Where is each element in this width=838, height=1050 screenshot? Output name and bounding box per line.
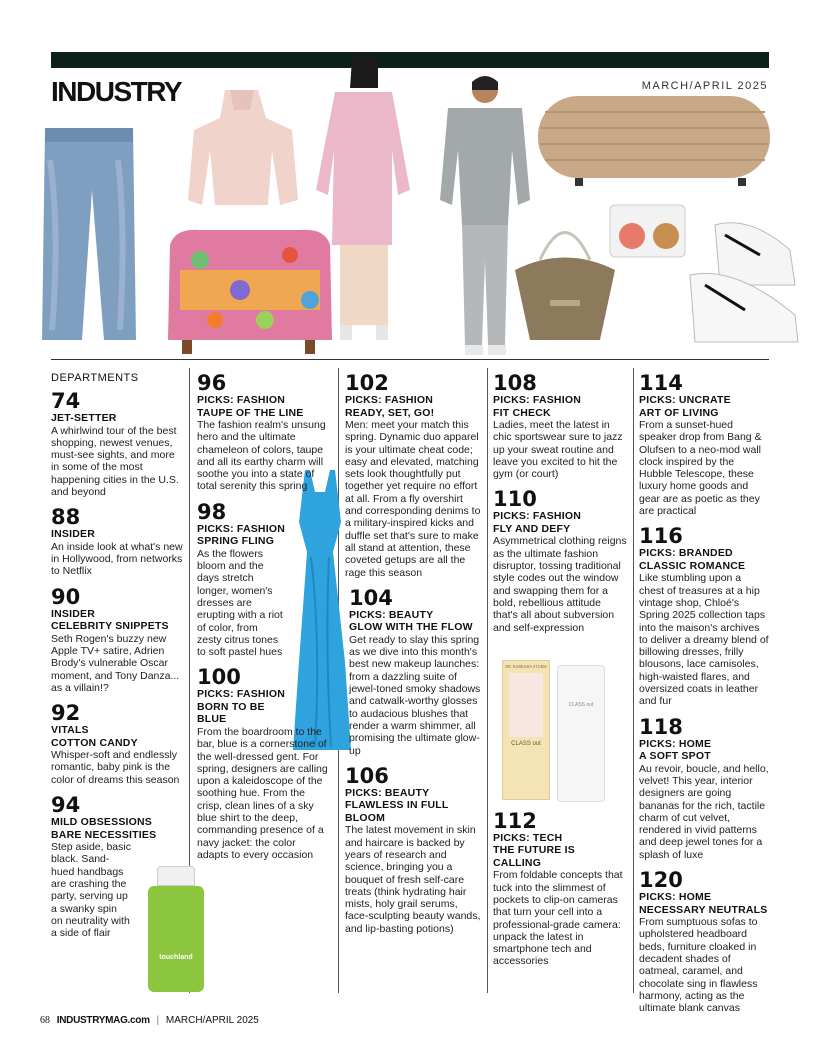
page-number: 110 (493, 487, 537, 512)
cream-box-label: CLASS out (511, 741, 541, 747)
product-collage (0, 0, 838, 360)
entry-description: Step aside, basic black. Sand-hued handbags are crashing the party, serving up a swanky spin on neutrality with a side of flair (51, 841, 131, 940)
entry-description: A whirlwind tour of the best shopping, newest venues, must-see sights, and more in some of the most happening cities in the U.S. and beyond (51, 424, 179, 498)
page-number: 94 (51, 793, 81, 818)
page-number: 116 (639, 524, 683, 549)
entry-title: THE FUTURE IS CALLING (493, 844, 575, 869)
entry-category: INSIDER (51, 607, 95, 620)
entry-description: Au revoir, boucle, and hello, velvet! This year, interior designers are going bananas for the rich, tactile charm of cut velvet, rendered in vivid patterns and deep jewel tones for a splash of luxe (639, 762, 769, 861)
toc-entry[interactable] (197, 666, 329, 861)
entry-description: As the flowers bloom and the days stretch longer, women's dresses are erupting with a riot of color, from zesty citrus tones to soft pastel hues (197, 547, 283, 659)
footer-magazine: INDUSTRYMAG.com (56, 1015, 150, 1026)
entry-title: FLY AND DEFY (493, 522, 571, 535)
page-number: 100 (197, 665, 241, 690)
entry-description: Ladies, meet the latest in chic sportswear sure to jazz up your sweat routine and leave you excited to hit the gym (or court) (493, 419, 623, 481)
toc-entry[interactable] (345, 372, 481, 579)
entry-title: BORN TO BE BLUE (197, 700, 265, 726)
toc-entry[interactable] (197, 372, 329, 493)
entry-category: PICKS: FASHION (345, 394, 433, 406)
cream-tube-label: CLASS out (568, 702, 594, 708)
entry-category: PICKS: FASHION (493, 510, 581, 523)
toc-entry[interactable] (51, 586, 185, 694)
entry-description: From the boardroom to the bar, blue is a cornerstone of the well-dressed gent. For spring, designers are calling upon a kaleidoscope of the soothing hue. From the crisp, clean lines of a sky blue shirt to the deep, commanding presence of a navy jacket: the color adapts to every occasion (197, 725, 328, 861)
footer-page-number: 68 (40, 1015, 50, 1026)
toc-entry[interactable] (345, 765, 481, 935)
toc-column-2 (197, 372, 329, 869)
page-footer (40, 1015, 259, 1026)
page-number: 102 (345, 371, 389, 395)
entry-title: CELEBRITY SNIPPETS (51, 620, 169, 633)
toc-entry[interactable] (639, 525, 769, 707)
toc-entry[interactable] (639, 869, 769, 1014)
page-number: 118 (639, 714, 683, 739)
entry-category: VITALS (51, 724, 89, 737)
toc-entry[interactable] (493, 810, 627, 968)
entry-description: From foldable concepts that tuck into the slimmest of pockets to clip-on cameras that turn your cell into a professional-grade camera: unpack the latest in smartphone tech and accessories (493, 869, 623, 968)
bench-image (538, 96, 770, 186)
entry-description: From sumptuous sofas to upholstered headboard beds, furniture cloaked in decadent shades of oatmeal, caramel, and chocolate sing in flawless harmony, acting as the ultimate blank canvas (639, 916, 758, 1015)
entry-description: Like stumbling upon a chest of treasures at a hip vintage shop, Chloé's Spring 2025 collection taps into the maison's archives to deliver a dreamy blend of billowing dresses, frilly blousons, lace camisoles, high-waisted flares, and oversized coats in leather and fur (639, 572, 769, 708)
entry-title: COTTON CANDY (51, 736, 138, 749)
entry-title: GLOW WITH THE FLOW (349, 621, 473, 634)
page-number: 98 (197, 499, 227, 524)
page-number: 104 (349, 585, 393, 610)
toc-column-3 (345, 372, 481, 943)
entry-title: FLAWLESS IN FULL BLOOM (345, 799, 449, 824)
toc-entry[interactable] (345, 587, 481, 757)
entry-category: PICKS: BEAUTY (349, 608, 434, 621)
page-number: 90 (51, 584, 81, 609)
entry-category: PICKS: UNCRATE (639, 394, 731, 406)
entry-title: TAUPE OF THE LINE (197, 406, 304, 419)
toc-entry[interactable] (197, 501, 329, 659)
entry-title: READY, SET, GO! (345, 406, 435, 419)
toc-column-4 (493, 372, 627, 976)
entry-category: PICKS: BEAUTY (345, 786, 430, 799)
entry-category: PICKS: FASHION (197, 394, 285, 406)
toc-entry[interactable] (493, 372, 627, 480)
toc-column-5 (639, 372, 769, 1022)
entry-title: BARE NECESSITIES (51, 828, 157, 841)
handbag-image (515, 233, 615, 341)
entry-category: PICKS: FASHION (493, 394, 581, 406)
entry-description: Seth Rogen's buzzy new Apple TV+ satire, Adrien Brody's vulnerable Oscar moment, and Tony Danza... as a villain!? (51, 632, 180, 694)
cream-box-brand: DR. BARBARA STURM (505, 664, 547, 669)
entry-category: PICKS: TECH (493, 831, 563, 844)
page-number: 96 (197, 371, 227, 395)
entry-title: SPRING FLING (197, 535, 275, 548)
entry-title: CLASSIC ROMANCE (639, 559, 746, 572)
toc-entry[interactable] (51, 702, 185, 786)
man-tracksuit-image (440, 76, 530, 355)
page-number: 112 (493, 808, 537, 833)
entry-category: INSIDER (51, 528, 95, 541)
entry-category: JET-SETTER (51, 412, 117, 424)
page-number: 106 (345, 763, 389, 788)
page-number: 88 (51, 505, 81, 530)
masthead-logo: INDUSTRY (51, 76, 182, 107)
entry-category: MILD OBSESSIONS (51, 816, 153, 829)
entry-description: Asymmetrical clothing reigns as the ultimate fashion disruptor, tossing traditional style codes out the window and swapping them for a bold, rebellious attitude that's all about subversion and self-expression (493, 535, 627, 634)
entry-category: PICKS: HOME (639, 891, 712, 904)
page-number: 92 (51, 701, 81, 726)
entry-description: Men: meet your match this spring. Dynamic duo apparel is your ultimate cheat code; easy and elevated, matching sets look thoughtfully put together yet require no effort at all. From a fly overshirt and corresponding denims to a military-inspired kicks and duffle set that's sure to make all stand at attention, these coveted getups are all the rage this season (345, 419, 481, 579)
entry-title: ART OF LIVING (639, 406, 719, 419)
toc-column-1 (51, 372, 185, 947)
entry-title: NECESSARY NEUTRALS (639, 903, 768, 916)
toc-entry[interactable] (639, 716, 769, 861)
armchair-image (168, 230, 332, 354)
entry-description: The latest movement in skin and haircare is backed by years of research and science, bringing you a bouquet of fresh self-care treats (think hydrating hair mists, holy grail serums, face-sculpting beauty wands, and lip-basting potions) (345, 824, 481, 935)
departments-heading: DEPARTMENTS (51, 372, 139, 384)
entry-category: PICKS: HOME (639, 737, 712, 750)
entry-category: PICKS: BRANDED (639, 547, 733, 560)
page-number: 74 (51, 389, 81, 413)
sanitizer-brand: touchland (159, 954, 193, 961)
toc-entry[interactable] (51, 506, 185, 577)
footer-date: MARCH/APRIL 2025 (165, 1015, 259, 1026)
page-number: 114 (639, 371, 683, 395)
footer-separator: | (156, 1015, 160, 1026)
entry-title: A SOFT SPOT (639, 750, 711, 763)
jeans-image (42, 128, 136, 340)
sneakers-image (690, 223, 798, 342)
page-number: 120 (639, 868, 683, 893)
entry-description: An inside look at what's new in Hollywood, from networks to Netflix (51, 540, 183, 578)
entry-description: The fashion realm's unsung hero and the ultimate chameleon of colors, taupe and all its earthy charm will soothe you into a state of total serenity this spring (197, 419, 326, 493)
entry-description: From a sunset-hued speaker drop from Bang & Olufsen to a neo-mod wall clock inspired by the Hubble Telescope, these luxury home goods and gear are as poetic as they are practical (639, 419, 762, 518)
entry-title: FIT CHECK (493, 406, 551, 419)
column-rule (487, 368, 488, 993)
toc-entry[interactable] (51, 390, 185, 498)
entry-description: Get ready to slay this spring as we dive into this month's best new makeup launches: from a dazzling suite of jewel-toned smoky shadows and catwalk-worthy glosses to audacious blushes that render a warm shimmer, all promising the ultimate glow-up (349, 633, 481, 757)
collage-divider (51, 359, 769, 360)
issue-date: MARCH/APRIL 2025 (641, 80, 768, 92)
toc-entry[interactable] (51, 794, 185, 939)
page-number: 108 (493, 371, 537, 395)
toc-entry[interactable] (493, 488, 627, 633)
entry-category: PICKS: FASHION (197, 688, 285, 701)
blush-compact-image (610, 205, 685, 257)
entry-description: Whisper-soft and endlessly romantic, baby pink is the color of dreams this season (51, 749, 180, 786)
toc-entry[interactable] (639, 372, 769, 517)
column-rule (633, 368, 634, 993)
entry-category: PICKS: FASHION (197, 522, 285, 535)
blouse-image (188, 90, 298, 205)
